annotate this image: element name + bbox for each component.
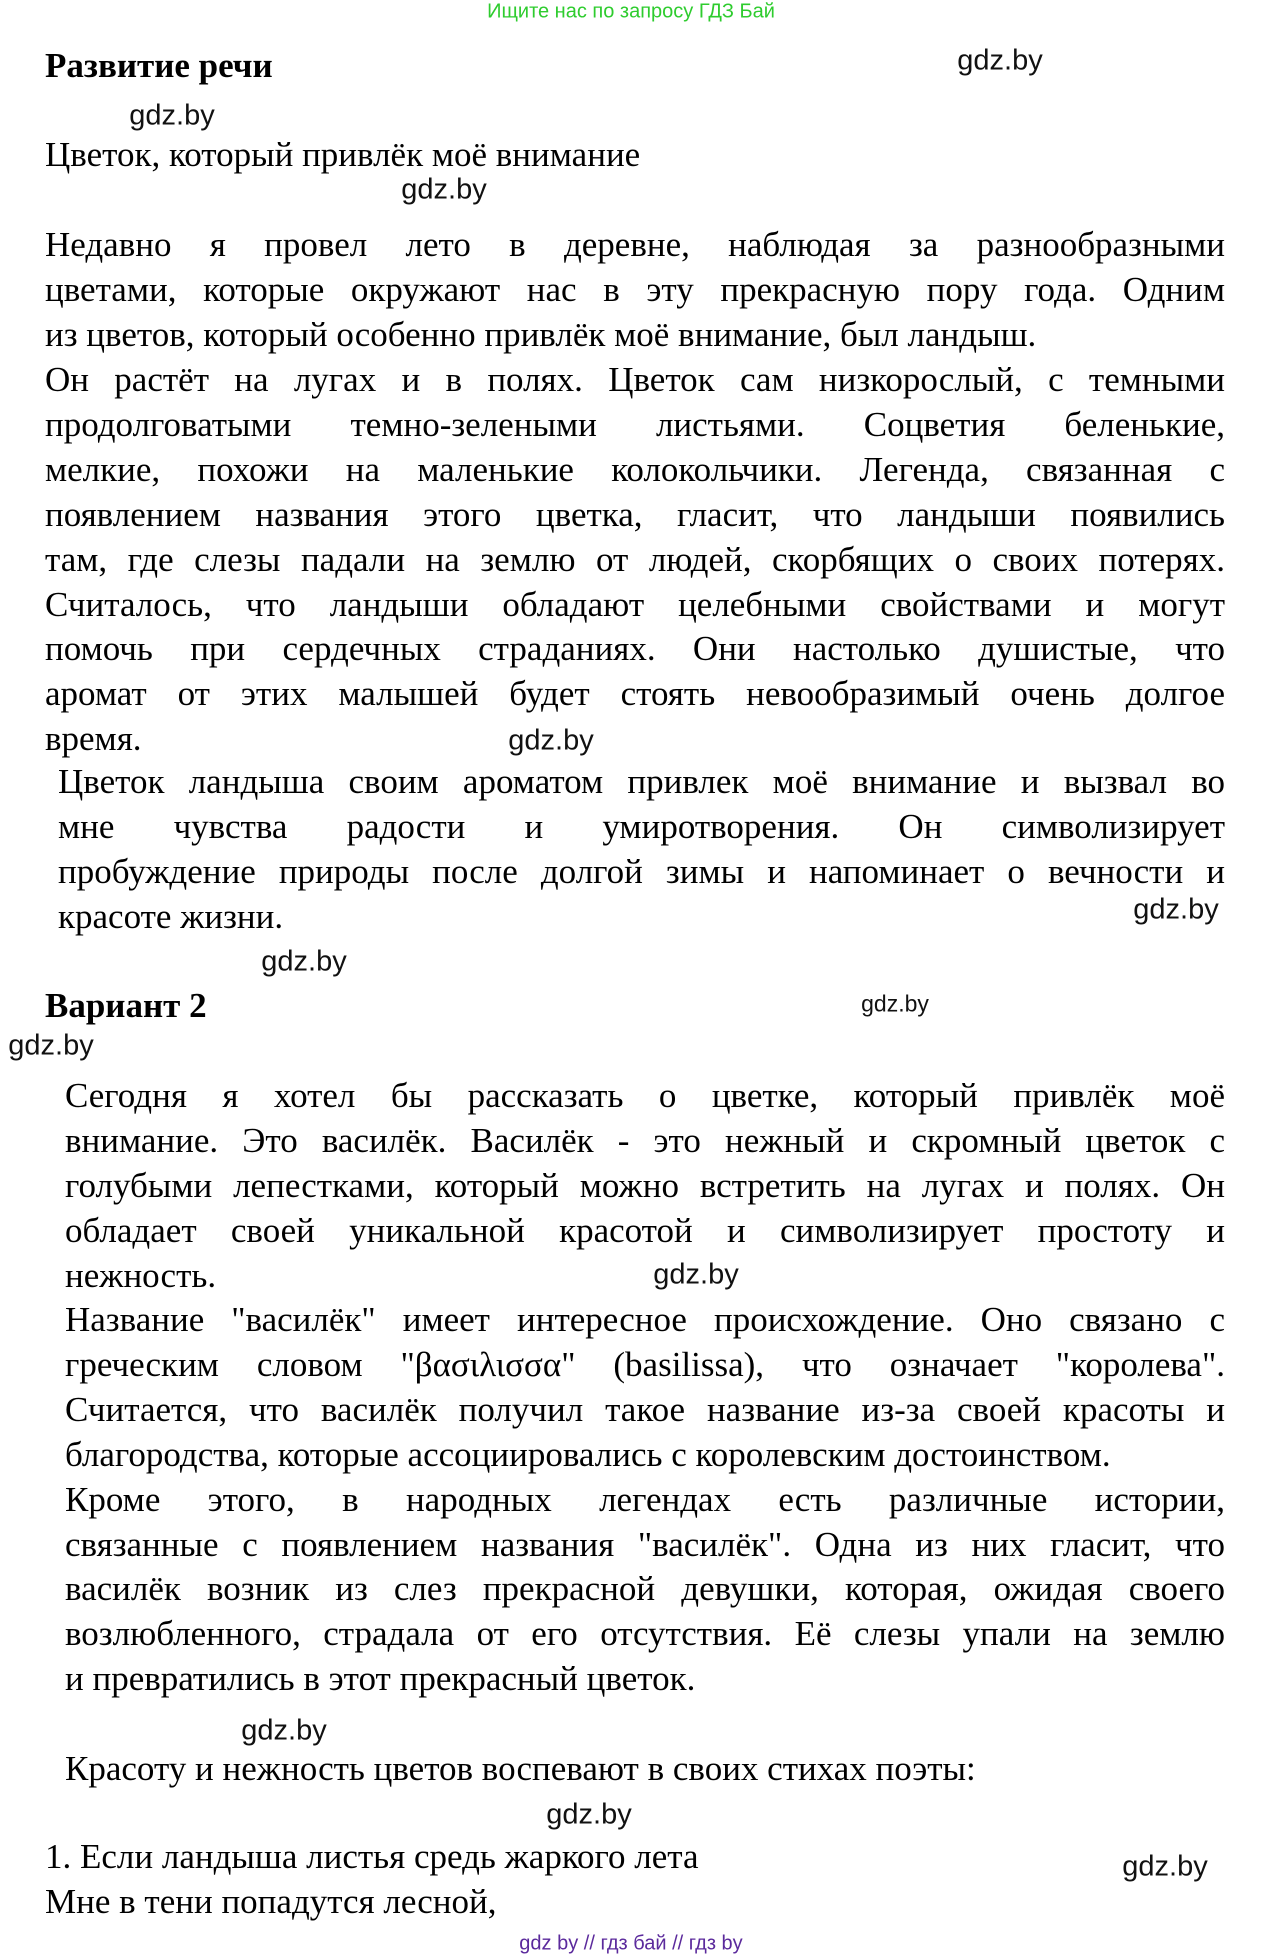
- paragraph-line: Кроме этого, в народных легендах есть различные истории,: [65, 1480, 1225, 1519]
- watermark: gdz.by: [1122, 1850, 1208, 1883]
- paragraph-line: Недавно я провел лето в деревне, наблюдая за разнообразными: [45, 225, 1225, 264]
- paragraph-line: связанные с появлением названия "василёк". Одна из них гласит, что: [65, 1525, 1225, 1564]
- paragraph-line: красоте жизни.: [58, 897, 284, 936]
- paragraph-line: аромат от этих малышей будет стоять невообразимый очень долгое: [45, 674, 1225, 713]
- paragraph-line: пробуждение природы после долгой зимы и напоминает о вечности и: [58, 852, 1225, 891]
- paragraph-line: обладает своей уникальной красотой и символизирует простоту и: [65, 1211, 1225, 1250]
- paragraph-line: из цветов, который особенно привлёк моё внимание, был ландыш.: [45, 315, 1037, 354]
- paragraph-line: и превратились в этот прекрасный цветок.: [65, 1659, 696, 1698]
- paragraph-line: Сегодня я хотел бы рассказать о цветке, который привлёк моё: [65, 1076, 1225, 1115]
- paragraph-line: мелкие, похожи на маленькие колокольчики. Легенда, связанная с: [45, 450, 1225, 489]
- paragraph-line: Он растёт на лугах и в полях. Цветок сам низкорослый, с темными: [45, 360, 1225, 399]
- watermark: gdz.by: [1133, 893, 1219, 926]
- paragraph-line: помочь при сердечных страданиях. Они настолько душистые, что: [45, 629, 1225, 668]
- paragraph-line: внимание. Это василёк. Василёк - это нежный и скромный цветок с: [65, 1121, 1225, 1160]
- paragraph-line: нежность.: [65, 1256, 217, 1295]
- watermark: gdz.by: [653, 1258, 739, 1291]
- paragraph-line: Название "василёк" имеет интересное происхождение. Оно связано с: [65, 1300, 1225, 1339]
- paragraph-line: мне чувства радости и умиротворения. Он символизирует: [58, 807, 1225, 846]
- paragraph-line: Считалось, что ландыши обладают целебными свойствами и могут: [45, 585, 1225, 624]
- paragraph-line: продолговатыми темно-зелеными листьями. Соцветия беленькие,: [45, 405, 1225, 444]
- paragraph-line: василёк возник из слез прекрасной девушки, которая, ожидая своего: [65, 1569, 1225, 1608]
- watermark: gdz.by: [241, 1714, 327, 1747]
- watermark: gdz.by: [401, 173, 487, 206]
- paragraph-line: Считается, что василёк получил такое название из-за своей красоты и: [65, 1390, 1225, 1429]
- paragraph-line: время.: [45, 719, 142, 758]
- paragraph-line: Красоту и нежность цветов воспевают в своих стихах поэты:: [65, 1749, 976, 1788]
- poem-line: 1. Если ландыша листья средь жаркого лета: [45, 1837, 699, 1876]
- watermark: gdz.by: [861, 990, 929, 1017]
- paragraph-line: цветами, которые окружают нас в эту прекрасную пору года. Одним: [45, 270, 1225, 309]
- page-title: Развитие речи: [45, 46, 273, 85]
- paragraph-line: греческим словом "βασιλισσα" (basilissa), что означает "королева".: [65, 1345, 1225, 1384]
- watermark: gdz.by: [261, 945, 347, 978]
- essay-title: Цветок, который привлёк моё внимание: [45, 135, 641, 174]
- paragraph-line: там, где слезы падали на землю от людей, скорбящих о своих потерях.: [45, 540, 1225, 579]
- watermark: gdz.by: [546, 1798, 632, 1831]
- watermark: gdz.by: [8, 1029, 94, 1062]
- poem-line: Мне в тени попадутся лесной,: [45, 1882, 497, 1921]
- paragraph-line: Цветок ландыша своим ароматом привлек моё внимание и вызвал во: [58, 762, 1225, 801]
- paragraph-line: голубыми лепестками, который можно встретить на лугах и полях. Он: [65, 1166, 1225, 1205]
- variant-heading: Вариант 2: [45, 986, 207, 1025]
- paragraph-line: появлением названия этого цветка, гласит, что ландыши появились: [45, 495, 1225, 534]
- footer-links[interactable]: gdz by // гдз бай // гдз by: [519, 1932, 743, 1955]
- watermark: gdz.by: [129, 99, 215, 132]
- search-banner: Ищите нас по запросу ГДЗ Бай: [487, 0, 775, 23]
- watermark: gdz.by: [508, 724, 594, 757]
- watermark: gdz.by: [957, 44, 1043, 77]
- paragraph-line: возлюбленного, страдала от его отсутствия. Её слезы упали на землю: [65, 1614, 1225, 1653]
- paragraph-line: благородства, которые ассоциировались с королевским достоинством.: [65, 1435, 1111, 1474]
